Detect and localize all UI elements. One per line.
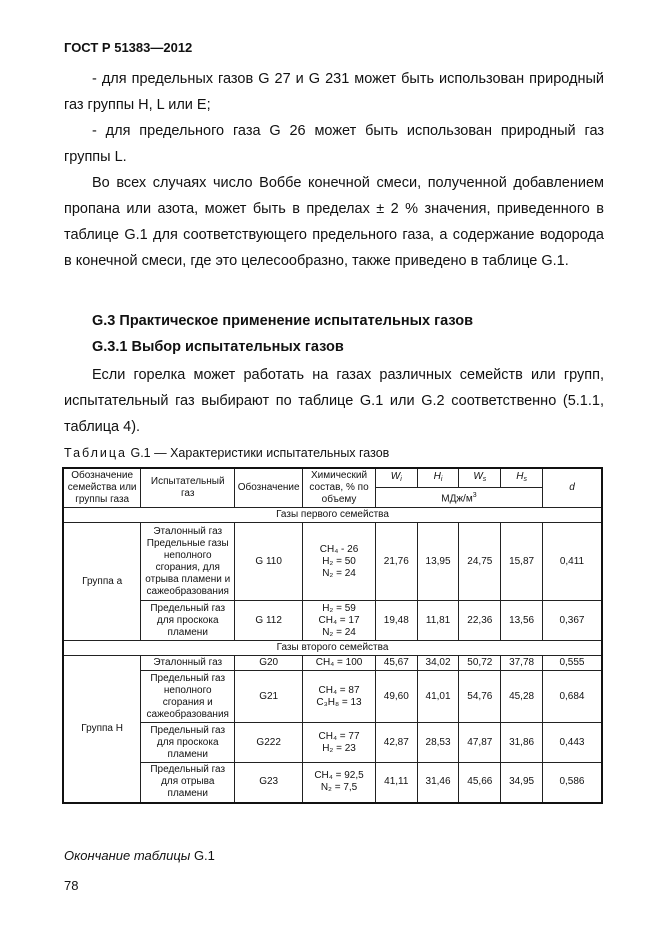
d-cell: 0,411 <box>542 523 602 601</box>
hi-cell: 13,95 <box>417 523 459 601</box>
test-gas-cell: Предельный газ для проскока пламени <box>141 601 235 641</box>
header-designation: Обозначение <box>235 468 303 508</box>
section-second-family: Газы второго семейства <box>63 641 602 656</box>
designation-cell: G222 <box>235 723 303 763</box>
document-code: ГОСТ Р 51383—2012 <box>64 40 193 55</box>
test-gas-table <box>62 467 603 804</box>
wi-cell: 19,48 <box>375 601 417 641</box>
table-continuation-note: Окончание таблицы G.1 <box>64 848 215 863</box>
header-unit: МДж/$м^3$ <box>375 488 542 508</box>
designation-cell: G 112 <box>235 601 303 641</box>
test-gas-cell: Эталонный газ Предельные газы неполного сгорания, для отрыва пламени и сажеобразования <box>141 523 235 601</box>
header-d: d <box>542 468 602 508</box>
table-caption: Таблица G.1 — Характеристики испытательных газов <box>64 446 390 460</box>
hi-cell: 34,02 <box>417 656 459 671</box>
hs-cell: 45,28 <box>501 671 543 723</box>
composition-cell: CH₄ = 100 <box>303 656 376 671</box>
hs-cell: 34,95 <box>501 763 543 803</box>
wi-cell: 49,60 <box>375 671 417 723</box>
header-hi: $H_i$ <box>417 468 459 488</box>
hs-cell: 37,78 <box>501 656 543 671</box>
d-cell: 0,443 <box>542 723 602 763</box>
section-heading-g31: G.3.1 Выбор испытательных газов <box>92 339 344 355</box>
wi-cell: 41,11 <box>375 763 417 803</box>
hi-cell: 28,53 <box>417 723 459 763</box>
ws-cell: 22,36 <box>459 601 501 641</box>
test-gas-cell: Предельный газ неполного сгорания и сажеобразования <box>141 671 235 723</box>
ws-cell: 24,75 <box>459 523 501 601</box>
header-hs: $H_s$ <box>501 468 543 488</box>
composition-cell: CH₄ = 87 C₃H₈ = 13 <box>303 671 376 723</box>
ws-cell: 47,87 <box>459 723 501 763</box>
designation-cell: G 110 <box>235 523 303 601</box>
d-cell: 0,684 <box>542 671 602 723</box>
paragraph-2: - для предельного газа G 26 может быть использован природный газ группы L. <box>64 123 604 165</box>
ws-cell: 54,76 <box>459 671 501 723</box>
d-cell: 0,555 <box>542 656 602 671</box>
wi-cell: 21,76 <box>375 523 417 601</box>
hs-cell: 15,87 <box>501 523 543 601</box>
composition-cell: CH₄ - 26 H₂ = 50 N₂ = 24 <box>303 523 376 601</box>
hi-cell: 11,81 <box>417 601 459 641</box>
section-first-family: Газы первого семейства <box>63 508 602 523</box>
hi-cell: 41,01 <box>417 671 459 723</box>
group-a-label: Группа а <box>63 523 141 641</box>
designation-cell: G23 <box>235 763 303 803</box>
ws-cell: 45,66 <box>459 763 501 803</box>
designation-cell: G21 <box>235 671 303 723</box>
header-ws: $W_s$ <box>459 468 501 488</box>
designation-cell: G20 <box>235 656 303 671</box>
header-test-gas: Испытательный газ <box>141 468 235 508</box>
composition-cell: CH₄ = 92,5 N₂ = 7,5 <box>303 763 376 803</box>
hs-cell: 13,56 <box>501 601 543 641</box>
test-gas-cell: Предельный газ для проскока пламени <box>141 723 235 763</box>
d-cell: 0,367 <box>542 601 602 641</box>
composition-cell: H₂ = 59 CH₄ = 17 N₂ = 24 <box>303 601 376 641</box>
wi-cell: 45,67 <box>375 656 417 671</box>
hi-cell: 31,46 <box>417 763 459 803</box>
paragraph-3: Во всех случаях число Воббе конечной смеси, полученной добавлением пропана или азота, может быть в пределах ± 2 % значения, приведенного в таблице G.1 для соответствующего предельного газа, а содержание водорода в конечной смеси, где это целесообразно, также приведено в таблице G.1. <box>64 175 604 269</box>
test-gas-cell: Эталонный газ <box>141 656 235 671</box>
paragraph-1: - для предельных газов G 27 и G 231 может быть использован природный газ группы H, L или E; <box>64 71 604 113</box>
d-cell: 0,586 <box>542 763 602 803</box>
header-wi: $W_i$ <box>375 468 417 488</box>
header-composition: Химический состав, % по объему <box>303 468 376 508</box>
test-gas-cell: Предельный газ для отрыва пламени <box>141 763 235 803</box>
ws-cell: 50,72 <box>459 656 501 671</box>
header-family: Обозначение семейства или группы газа <box>63 468 141 508</box>
section-heading-g3: G.3 Практическое применение испытательных газов <box>92 313 474 329</box>
composition-cell: CH₄ = 77 H₂ = 23 <box>303 723 376 763</box>
page-number: 78 <box>64 878 79 893</box>
paragraph-4: Если горелка может работать на газах различных семейств или групп, испытательный газ выбирают по таблице G.1 или G.2 соответственно (5.1.1, таблица 4). <box>64 367 604 435</box>
group-h-label: Группа H <box>63 656 141 803</box>
hs-cell: 31,86 <box>501 723 543 763</box>
wi-cell: 42,87 <box>375 723 417 763</box>
